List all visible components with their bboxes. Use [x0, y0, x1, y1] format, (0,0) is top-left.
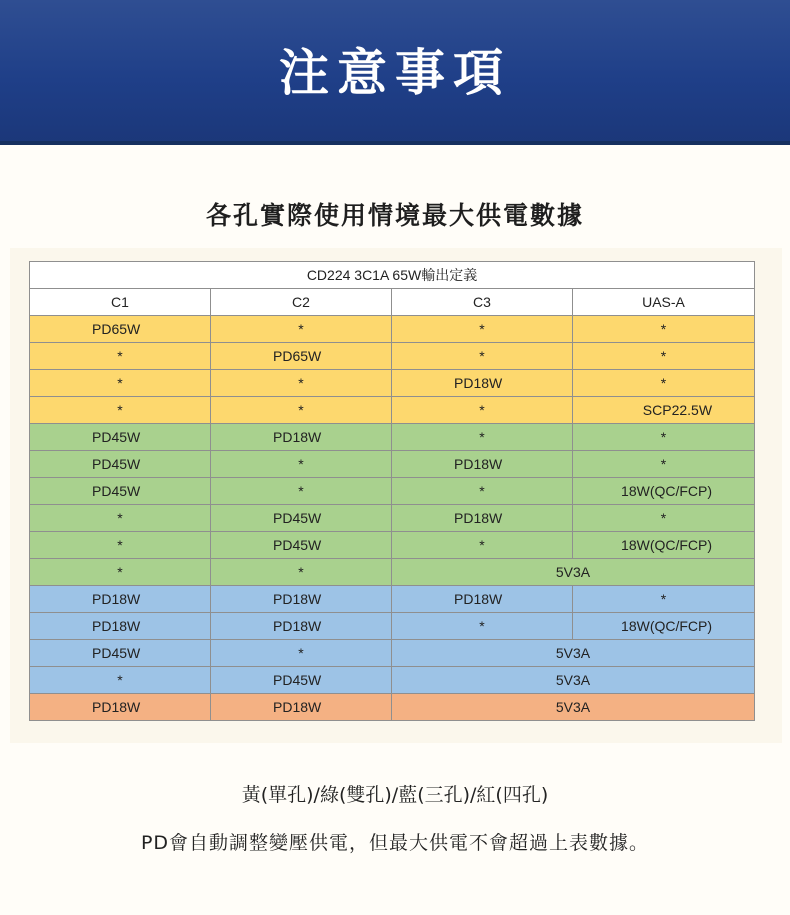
table-row [30, 397, 755, 424]
table-cell: PD65W [30, 316, 211, 343]
table-cell: * [211, 451, 392, 478]
column-header-c2: C2 [211, 289, 392, 316]
footnote: PD會自動調整變壓供電，但最大供電不會超過上表數據。 [140, 832, 650, 854]
table-cell: PD45W [30, 640, 211, 667]
table-cell: * [30, 505, 211, 532]
table-cell: * [30, 532, 211, 559]
table-row [30, 370, 755, 397]
table-cell: * [211, 316, 392, 343]
page-title: 注意事項 [279, 44, 511, 102]
table-cell: PD18W [392, 451, 573, 478]
column-header-usb-a: UAS-A [573, 289, 755, 316]
table-cell: * [211, 370, 392, 397]
table-cell: PD18W [30, 694, 211, 721]
table-cell: * [211, 397, 392, 424]
table-cell: 5V3A [392, 667, 755, 694]
table-cell: PD18W [211, 694, 392, 721]
table-cell: * [211, 478, 392, 505]
table-row [30, 343, 755, 370]
table-row [30, 532, 755, 559]
table-cell: PD65W [211, 343, 392, 370]
table-cell: 18W(QC/FCP) [573, 478, 755, 505]
table-cell: * [573, 586, 755, 613]
table-cell: PD45W [211, 532, 392, 559]
table-row [30, 559, 755, 586]
output-spec-table [29, 261, 755, 721]
table-cell: SCP22.5W [573, 397, 755, 424]
column-header-c1: C1 [30, 289, 211, 316]
table-cell: * [392, 424, 573, 451]
table-cell: * [30, 397, 211, 424]
table-cell: 5V3A [392, 559, 755, 586]
table-cell: 5V3A [392, 694, 755, 721]
table-cell: * [392, 316, 573, 343]
table-cell: * [392, 478, 573, 505]
table-cell: * [211, 559, 392, 586]
table-cell: * [573, 316, 755, 343]
table-cell: PD18W [392, 370, 573, 397]
table-cell: * [573, 451, 755, 478]
table-title: CD224 3C1A 65W輸出定義 [30, 262, 755, 289]
column-header-c3: C3 [392, 289, 573, 316]
table-row [30, 640, 755, 667]
table-cell: PD18W [392, 505, 573, 532]
color-legend: 黃(單孔)/綠(雙孔)/藍(三孔)/紅(四孔) [241, 784, 549, 806]
table-cell: * [392, 343, 573, 370]
table-cell: * [211, 640, 392, 667]
table-cell: * [392, 613, 573, 640]
table-cell: PD18W [211, 586, 392, 613]
table-cell: * [392, 532, 573, 559]
table-cell: * [573, 370, 755, 397]
table-cell: * [573, 343, 755, 370]
table-row [30, 316, 755, 343]
table-row [30, 424, 755, 451]
table-cell: 5V3A [392, 640, 755, 667]
table-cell: * [573, 424, 755, 451]
table-row [30, 451, 755, 478]
table-row [30, 694, 755, 721]
table-cell: PD18W [211, 424, 392, 451]
table-cell: * [573, 505, 755, 532]
table-cell: 18W(QC/FCP) [573, 532, 755, 559]
table-row [30, 505, 755, 532]
table-cell: PD45W [30, 451, 211, 478]
table-cell: 18W(QC/FCP) [573, 613, 755, 640]
table-cell: * [392, 397, 573, 424]
table-cell: * [30, 559, 211, 586]
table-cell: PD18W [30, 613, 211, 640]
table-row [30, 667, 755, 694]
table-row [30, 586, 755, 613]
section-subtitle: 各孔實際使用情境最大供電數據 [205, 201, 584, 230]
table-cell: PD45W [30, 424, 211, 451]
table-cell: PD45W [211, 667, 392, 694]
table-cell: PD45W [30, 478, 211, 505]
table-cell: PD18W [30, 586, 211, 613]
header-banner [0, 0, 790, 145]
table-row [30, 478, 755, 505]
table-cell: * [30, 667, 211, 694]
table-cell: PD18W [392, 586, 573, 613]
table-cell: PD18W [211, 613, 392, 640]
table-cell: PD45W [211, 505, 392, 532]
table-cell: * [30, 370, 211, 397]
table-cell: * [30, 343, 211, 370]
table-row [30, 613, 755, 640]
